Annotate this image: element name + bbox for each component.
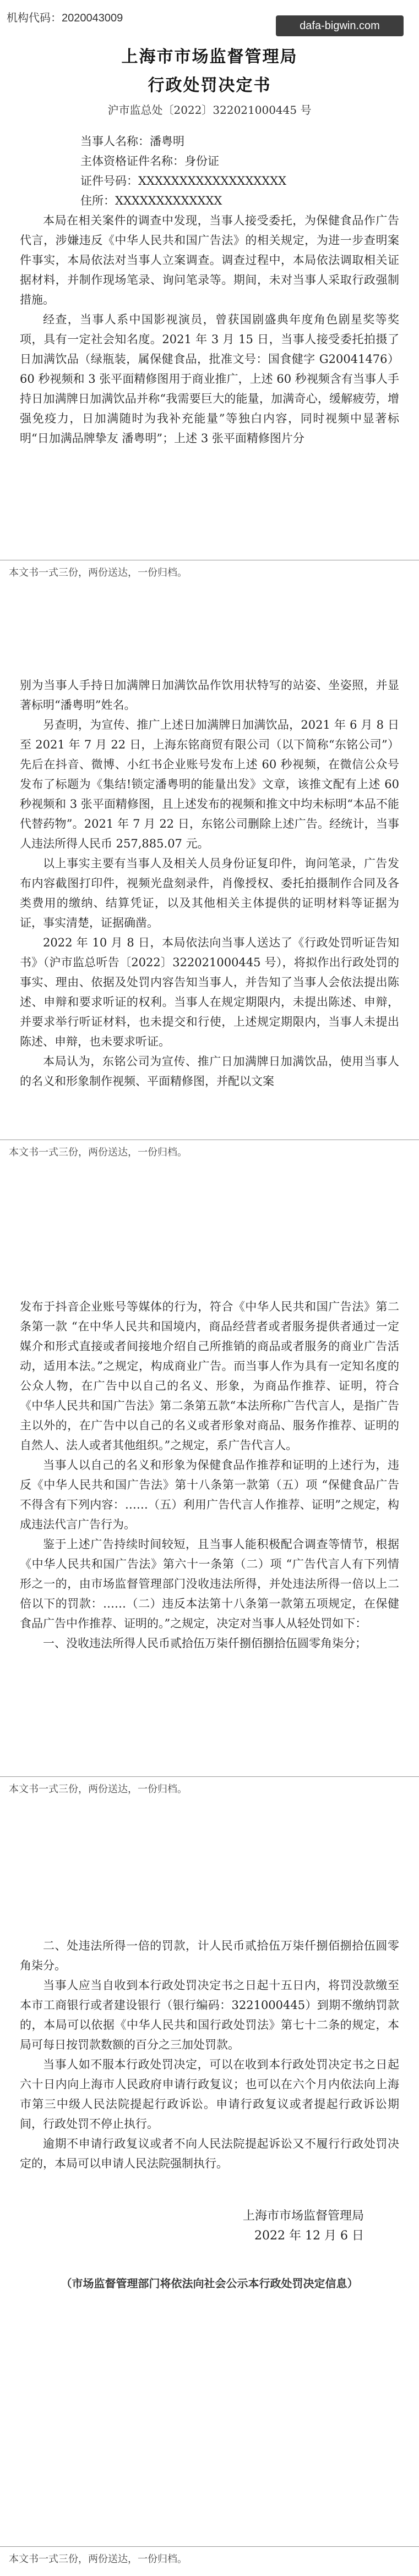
- page-footer: 本文书一式三份，两份送达，一份归档。: [0, 2546, 419, 2566]
- paragraph: 鉴于上述广告持续时间较短，且当事人能积极配合调查等情节，根据《中华人民共和国广告法》第六十一条第（二）项 “广告代言人有下列情形之一的，由市场监督管理部门没收违法所得，并处违法所得一倍以上二倍以下的罚款：……（二）违反本法第十八条第一款第五项规定，在保健食品广告中作推荐、证明的。”之规定，决定对当事人从轻处罚如下：: [20, 1538, 399, 1630]
- public-notice: （市场监督管理部门将依法向社会公示本行政处罚决定信息）: [61, 2277, 358, 2290]
- document-title-type: 行政处罚决定书: [148, 76, 271, 95]
- paragraph: 发布于抖音企业账号等媒体的行为，符合《中华人民共和国广告法》第二条第一款 “在中华人民共和国境内，商品经营者或者服务提供者通过一定媒介和形式直接或者间接地介绍自己所推销的商品或者服务的商业广告活动，适用本法。”之规定，构成商业广告。而当事人作为具有一定知名度的公众人物，在广告中以自己的名义、形象，为商品作推荐、证明，符合《中华人民共和国广告法》第二条第五款“本法所称广告代言人，是指广告主以外的，在广告中以自己的名义或者形象对商品、服务作推荐、证明的自然人、法人或者其他组织。”之规定，系广告代言人。: [20, 1300, 399, 1452]
- document-page-2: [0, 675, 419, 1091]
- document-number: 沪市监总处〔2022〕322021000445 号: [107, 103, 312, 117]
- paragraph: 二、处违法所得一倍的罚款，计人民币贰拾伍万柒仟捌佰捌拾伍圆零角柒分。: [20, 1939, 399, 1972]
- paragraph: 本局认为，东铭公司为宣传、推广日加满牌日加满饮品，使用当事人的名义和形象制作视频、平面精修图，并配以文案: [20, 1055, 399, 1088]
- document-page-4: [0, 1936, 419, 2293]
- paragraph: 当事人如不服本行政处罚决定，可以在收到本行政处罚决定书之日起六十日内向上海市人民政府申请行政复议；也可以在六个月内依法向上海市第三中级人民法院提起行政诉讼。申请行政复议或者提起行政诉讼期间，行政处罚不停止执行。: [20, 2058, 399, 2131]
- document-page-1: [0, 43, 419, 448]
- paragraph: 2022 年 10 月 8 日，本局依法向当事人送达了《行政处罚听证告知书》（沪市监总听告〔2022〕322021000445 号），将拟作出行政处罚的事实、理由、依据及处罚内容告知当事人，并告知了当事人会依法提出陈述、申辩和要求听证的权利。当事人在规定期限内，未提出陈述、申辩，并要求举行听证材料，也未提交和行使，上述规定期限内，当事人未提出陈述、申辩，也未要求听证。: [20, 936, 399, 1048]
- signing-date: 2022 年 12 月 6 日: [254, 2229, 364, 2243]
- party-cert-no: 证件号码：XXXXXXXXXXXXXXXXXX: [80, 174, 287, 188]
- paragraph: 另查明，为宣传、推广上述日加满牌日加满饮品，2021 年 6 月 8 日至 2021 年 7 月 22 日，上海东铭商贸有限公司（以下简称“东铭公司”）先后在抖音、微博、小红书企业账号发布上述 60 秒视频，在微信公众号发布了标题为《集结!锁定潘粤明的能量出发》文章，该推文配有上述 60 秒视频和 3 张平面精修图，且上述发布的视频和推文中均未标明“本品不能代替药物”。2021 年 7 月 22 日，东铭公司删除上述广告。经统计，当事人违法所得人民币 257,885.07 元。: [20, 718, 399, 850]
- party-cert-type: 主体资格证件名称：身份证: [80, 155, 219, 168]
- paragraph: 当事人以自己的名义和形象为保健食品作推荐和证明的上述行为，违反《中华人民共和国广告法》第十八条第一款第（五）项 “保健食品广告不得含有下列内容：……（五）利用广告代言人作推荐、证明”之规定，构成违法代言广告行为。: [20, 1458, 399, 1531]
- document-page-3: [0, 1297, 419, 1653]
- party-address: 住所：XXXXXXXXXXXXX: [80, 194, 222, 207]
- paragraph: 本局在相关案件的调查中发现，当事人接受委托，为保健食品作广告代言，涉嫌违反《中华人民共和国广告法》的相关规定，为进一步查明案件事实，本局依法对当事人立案调查。调查过程中，本局依法调取相关证据材料，并制作现场笔录、询问笔录等。期间，未对当事人采取行政强制措施。: [20, 214, 399, 306]
- watermark-badge: dafa-bigwin.com: [276, 15, 404, 36]
- party-name: 当事人名称：潘粤明: [80, 135, 184, 148]
- signing-authority: 上海市市场监督管理局: [242, 2209, 364, 2223]
- page-footer: 本文书一式三份，两份送达，一份归档。: [0, 1140, 419, 1159]
- paragraph: 别为当事人手持日加满牌日加满饮品作饮用状特写的站姿、坐姿照，并显著标明“潘粤明”姓名。: [20, 679, 399, 712]
- paragraph: 逾期不申请行政复议或者不向人民法院提起诉讼又不履行行政处罚决定的，本局可以申请人民法院强制执行。: [20, 2137, 399, 2170]
- paragraph: 以上事实主要有当事人及相关人员身份证复印件，询问笔录，广告发布内容截图打印件，视频光盘刻录件，肖像授权、委托拍摄制作合同及各类费用的缴纳、结算凭证，以及其他相关主体提供的证明材料等证据为证，事实清楚，证据确凿。: [20, 857, 399, 929]
- document-title-agency: 上海市市场监督管理局: [121, 47, 298, 67]
- page-footer: 本文书一式三份，两份送达，一份归档。: [0, 560, 419, 579]
- agency-code: 机构代码：2020043009: [7, 12, 123, 24]
- page-footer: 本文书一式三份，两份送达，一份归档。: [0, 1776, 419, 1796]
- paragraph: 一、没收违法所得人民币贰拾伍万柒仟捌佰捌拾伍圆零角柒分；: [43, 1637, 367, 1650]
- paragraph: 经查，当事人系中国影视演员，曾获国剧盛典年度角色剧星奖等奖项，具有一定社会知名度。2021 年 3 月 15 日，当事人接受委托拍摄了日加满饮品（绿瓶装，属保健食品，批准文号：国食健字 G20041476）60 秒视频和 3 张平面精修图用于商业推广，上述 60 秒视频含有当事人手持日加满牌日加满饮品并称“我需要巨大的能量，加满奇心，缓解疲劳，增强免疫力，日加满随时为我补充能量”等独白内容，同时视频中显著标明“日加满品牌挚友 潘粤明”；上述 3 张平面精修图片分: [20, 313, 399, 445]
- paragraph: 当事人应当自收到本行政处罚决定书之日起十五日内，将罚没款缴至本市工商银行或者建设银行（银行编码：3221000445）到期不缴纳罚款的，本局可以依据《中华人民共和国行政处罚法》第七十二条的规定，本局可每日按罚款数额的百分之三加处罚款。: [20, 1979, 399, 2051]
